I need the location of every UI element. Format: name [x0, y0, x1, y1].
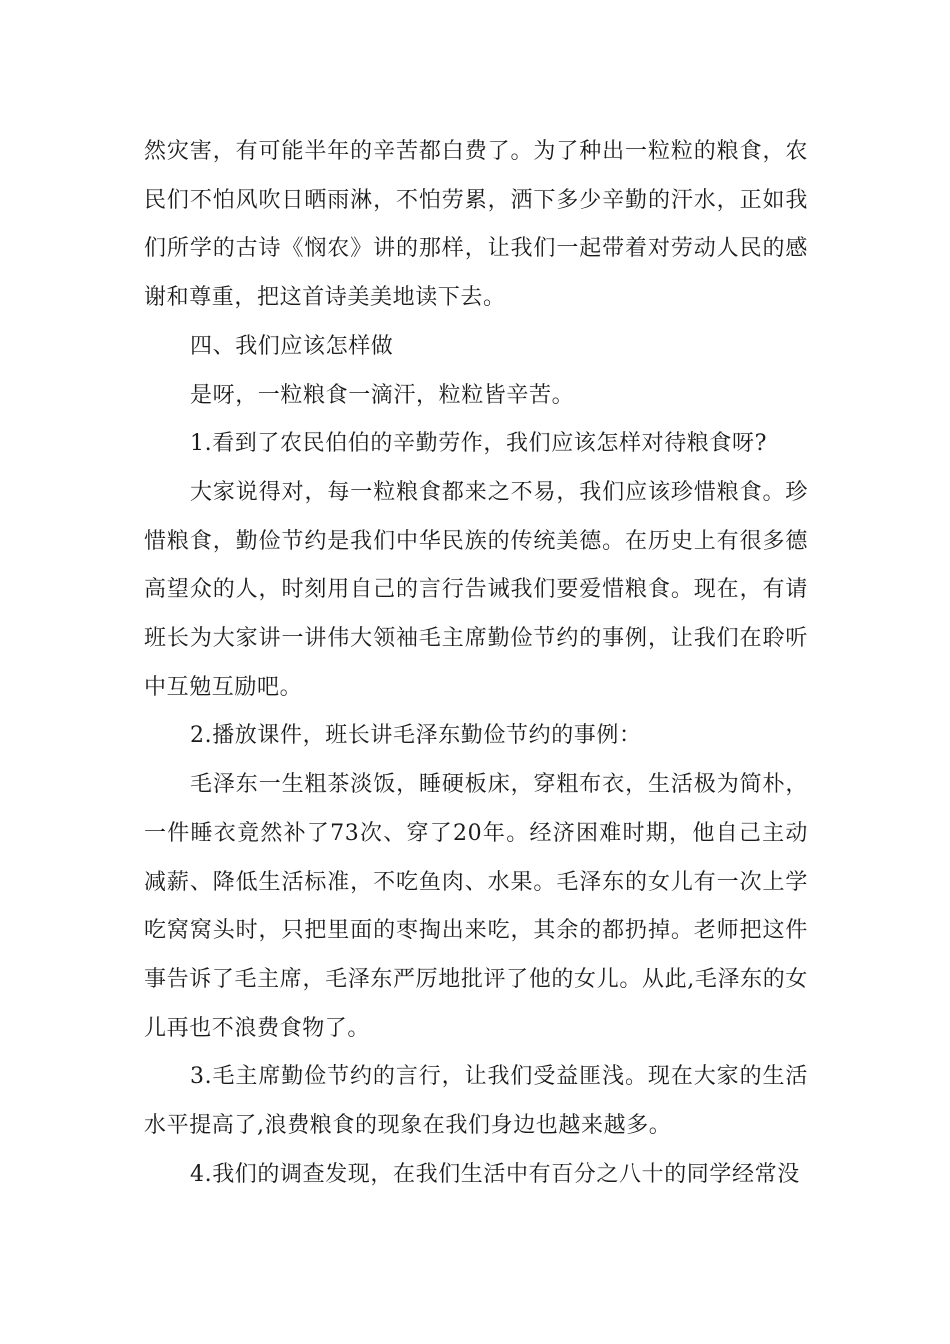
paragraph: 是呀，一粒粮食一滴汗，粒粒皆辛苦。 — [190, 382, 575, 408]
numbered-item-3: 3.毛主席勤俭节约的言行，让我们受益匪浅。现在大家的生活水平提高了,浪费粮食的现象在我们身边也越来越多。 — [144, 1064, 808, 1139]
numbered-item-2: 2.播放课件，班长讲毛泽东勤俭节约的事例： — [190, 723, 642, 749]
numbered-item-1: 1.看到了农民伯伯的辛勤劳作，我们应该怎样对待粮食呀? — [190, 431, 767, 457]
paragraph: 毛泽东一生粗茶淡饭，睡硬板床，穿粗布衣，生活极为简朴，一件睡衣竟然补了73次、穿了20年。经济困难时期，他自己主动减薪、降低生活标准，不吃鱼肉、水果。毛泽东的女儿有一次上学吃窝窝头时，只把里面的枣掏出来吃，其余的都扔掉。老师把这件事告诉了毛主席，毛泽东严厉地批评了他的女儿。从此,毛泽东的女儿再也不浪费食物了。 — [144, 772, 808, 1041]
section-heading: 四、我们应该怎样做 — [190, 333, 394, 359]
numbered-item-4: 4.我们的调查发现，在我们生活中有百分之八十的同学经常没 — [190, 1161, 800, 1187]
paragraph: 大家说得对，每一粒粮食都来之不易，我们应该珍惜粮食。珍惜粮食，勤俭节约是我们中华民族的传统美德。在历史上有很多德高望众的人，时刻用自己的言行告诫我们要爱惜粮食。现在，有请班长为大家讲一讲伟大领袖毛主席勤俭节约的事例，让我们在聆听中互勉互励吧。 — [144, 479, 808, 700]
body-text — [144, 128, 808, 1199]
paragraph-continuation: 然灾害，有可能半年的辛苦都白费了。为了种出一粒粒的粮食，农民们不怕风吹日晒雨淋，不怕劳累，洒下多少辛勤的汗水，正如我们所学的古诗《悯农》讲的那样，让我们一起带着对劳动人民的感谢和尊重，把这首诗美美地读下去。 — [144, 139, 808, 311]
